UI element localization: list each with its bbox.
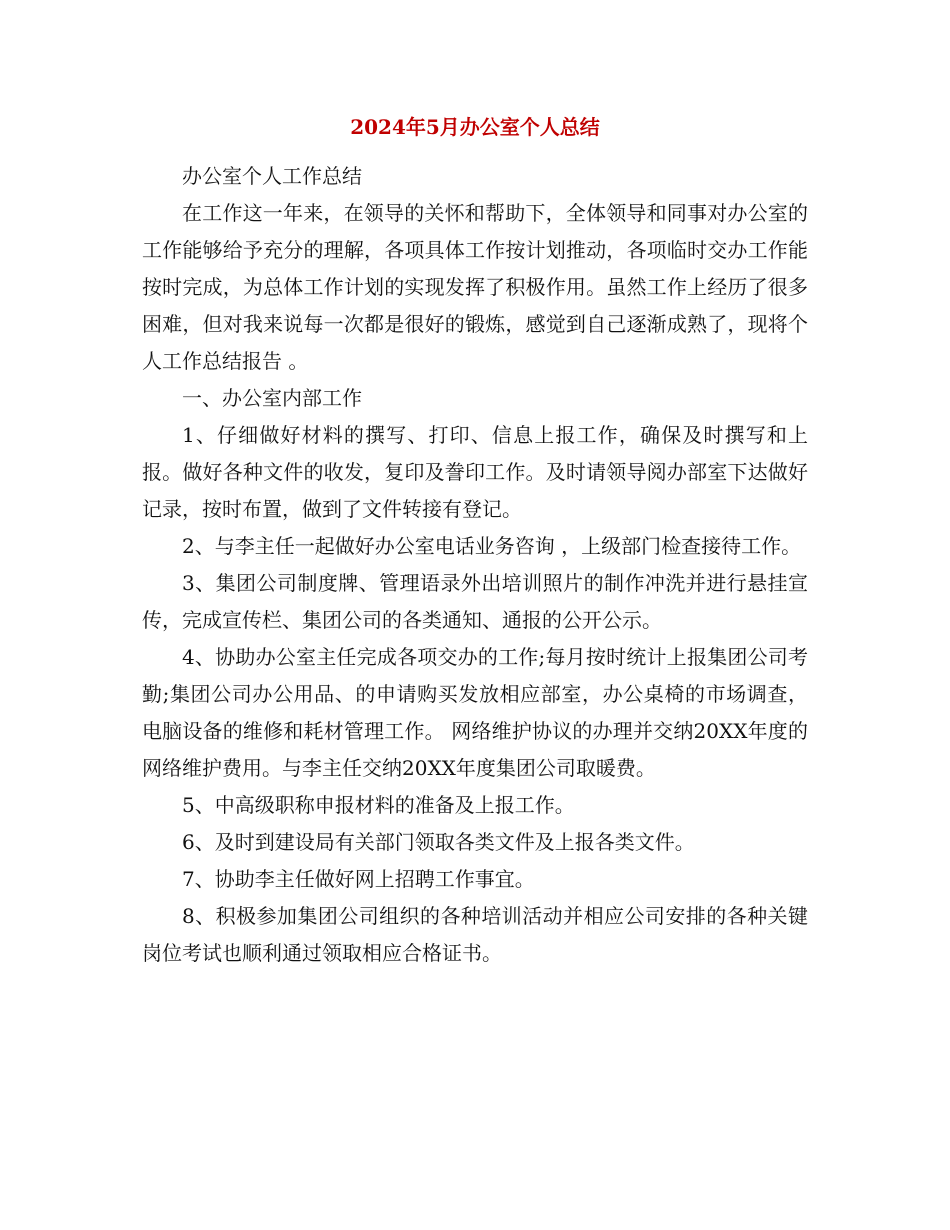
document-body: [142, 158, 808, 972]
paragraph-item-1: 1、仔细做好材料的撰写、打印、信息上报工作，确保及时撰写和上报。做好各种文件的收发，复印及誊印工作。及时请领导阅办部室下达做好记录，按时布置，做到了文件转接有登记。: [142, 423, 808, 521]
document-title: 2024年5月办公室个人总结: [350, 115, 600, 139]
paragraph-item-3: 3、集团公司制度牌、管理语录外出培训照片的制作冲洗并进行悬挂宣传，完成宣传栏、集团公司的各类通知、通报的公开公示。: [142, 571, 808, 632]
paragraph-subtitle: 办公室个人工作总结: [182, 164, 362, 188]
paragraph-item-6: 6、及时到建设局有关部门领取各类文件及上报各类文件。: [182, 830, 695, 854]
section-heading: 一、办公室内部工作: [182, 386, 362, 410]
paragraph-item-4: 4、协助办公室主任完成各项交办的工作;每月按时统计上报集团公司考勤;集团公司办公用品、的申请购买发放相应部室，办公桌椅的市场调查，电脑设备的维修和耗材管理工作。 网络维护协议的办理并交纳20XX年度的网络维护费用。与李主任交纳20XX年度集团公司取暖费。: [142, 645, 808, 780]
paragraph-item-7: 7、协助李主任做好网上招聘工作事宜。: [182, 867, 535, 891]
paragraph-intro: 在工作这一年来，在领导的关怀和帮助下，全体领导和同事对办公室的工作能够给予充分的理解，各项具体工作按计划推动，各项临时交办工作能按时完成，为总体工作计划的实现发挥了积极作用。虽然工作上经历了很多困难，但对我来说每一次都是很好的锻炼，感觉到自己逐渐成熟了，现将个人工作总结报告 。: [142, 201, 808, 373]
paragraph-item-8: 8、积极参加集团公司组织的各种培训活动并相应公司安排的各种关键岗位考试也顺利通过领取相应合格证书。: [142, 904, 808, 965]
paragraph-item-5: 5、中高级职称申报材料的准备及上报工作。: [182, 793, 575, 817]
paragraph-item-2: 2、与李主任一起做好办公室电话业务咨询 ，上级部门检查接待工作。: [182, 534, 802, 558]
